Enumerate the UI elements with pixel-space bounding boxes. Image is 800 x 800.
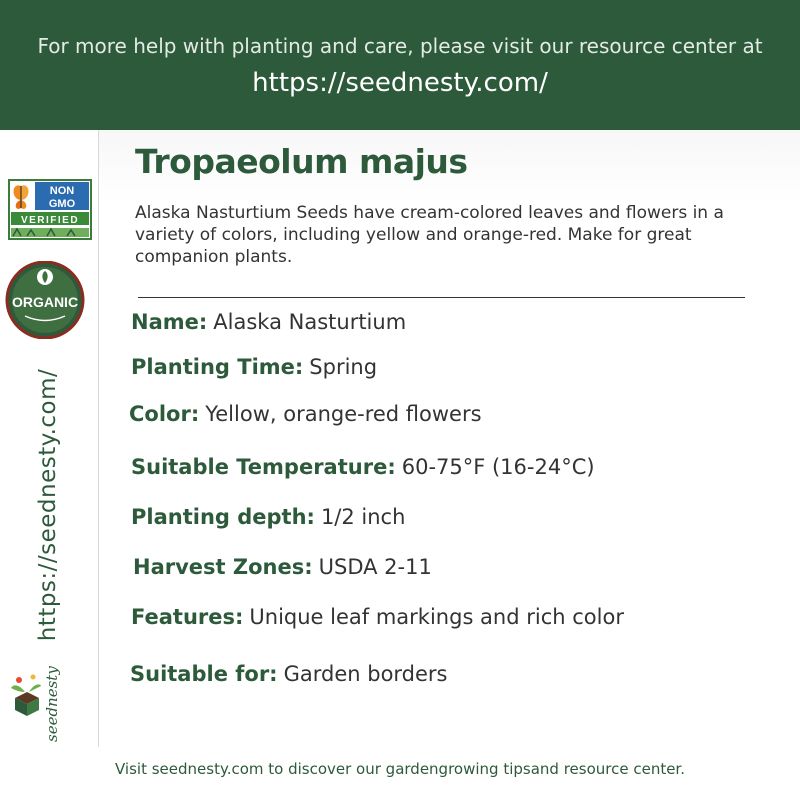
svg-text:VERIFIED: VERIFIED bbox=[20, 215, 80, 226]
footer-text: Visit seednesty.com to discover our gardengrowing tipsand resource center. bbox=[115, 760, 685, 778]
spec-label: Harvest Zones: bbox=[133, 555, 313, 579]
spec-row-harvest-zones bbox=[133, 555, 432, 579]
butterfly-icon bbox=[14, 185, 29, 209]
spec-row-suitable-for bbox=[130, 662, 448, 686]
spec-row-features bbox=[131, 605, 624, 629]
product-title: Tropaeolum majus bbox=[135, 142, 468, 181]
banner-help-text: For more help with planting and care, please visit our resource center at bbox=[37, 34, 763, 58]
top-banner bbox=[0, 0, 800, 130]
spec-row-planting-depth bbox=[131, 505, 405, 529]
vertical-url-text: https://seednesty.com/ bbox=[35, 368, 61, 642]
organic-badge bbox=[5, 261, 85, 339]
spec-value: Unique leaf markings and rich color bbox=[249, 605, 624, 629]
spec-value: 60-75°F (16-24°C) bbox=[401, 455, 595, 479]
seedling-icon bbox=[11, 675, 41, 717]
seednesty-logo bbox=[5, 662, 65, 744]
spec-value: Spring bbox=[309, 355, 378, 379]
spec-row-color bbox=[129, 402, 482, 426]
section-divider bbox=[138, 297, 745, 298]
banner-url-link[interactable]: https://seednesty.com/ bbox=[252, 68, 548, 98]
footer-bar bbox=[0, 747, 800, 800]
spec-row-planting-time bbox=[131, 355, 377, 379]
svg-text:seednesty: seednesty bbox=[43, 666, 61, 742]
spec-label: Color: bbox=[129, 402, 200, 426]
product-description: Alaska Nasturtium Seeds have cream-colored leaves and flowers in a variety of colors, including yellow and orange-red. Make for great companion plants. bbox=[135, 203, 724, 267]
spec-value: 1/2 inch bbox=[320, 505, 406, 529]
spec-value: USDA 2-11 bbox=[318, 555, 432, 579]
spec-label: Suitable for: bbox=[130, 662, 278, 686]
spec-value: Garden borders bbox=[283, 662, 448, 686]
spec-row-temperature bbox=[131, 455, 595, 479]
svg-text:GMO: GMO bbox=[48, 198, 76, 210]
non-gmo-verified-badge bbox=[7, 178, 93, 241]
spec-label: Name: bbox=[131, 310, 208, 334]
svg-text:NON: NON bbox=[49, 185, 75, 197]
spec-row-name bbox=[131, 310, 406, 334]
spec-label: Planting depth: bbox=[131, 505, 315, 529]
spec-value: Alaska Nasturtium bbox=[213, 310, 407, 334]
svg-text:ORGANIC: ORGANIC bbox=[11, 294, 79, 310]
leaf-sprout-icon bbox=[37, 269, 53, 285]
spec-label: Suitable Temperature: bbox=[131, 455, 396, 479]
spec-label: Features: bbox=[131, 605, 244, 629]
spec-value: Yellow, orange-red flowers bbox=[205, 402, 482, 426]
spec-label: Planting Time: bbox=[131, 355, 304, 379]
